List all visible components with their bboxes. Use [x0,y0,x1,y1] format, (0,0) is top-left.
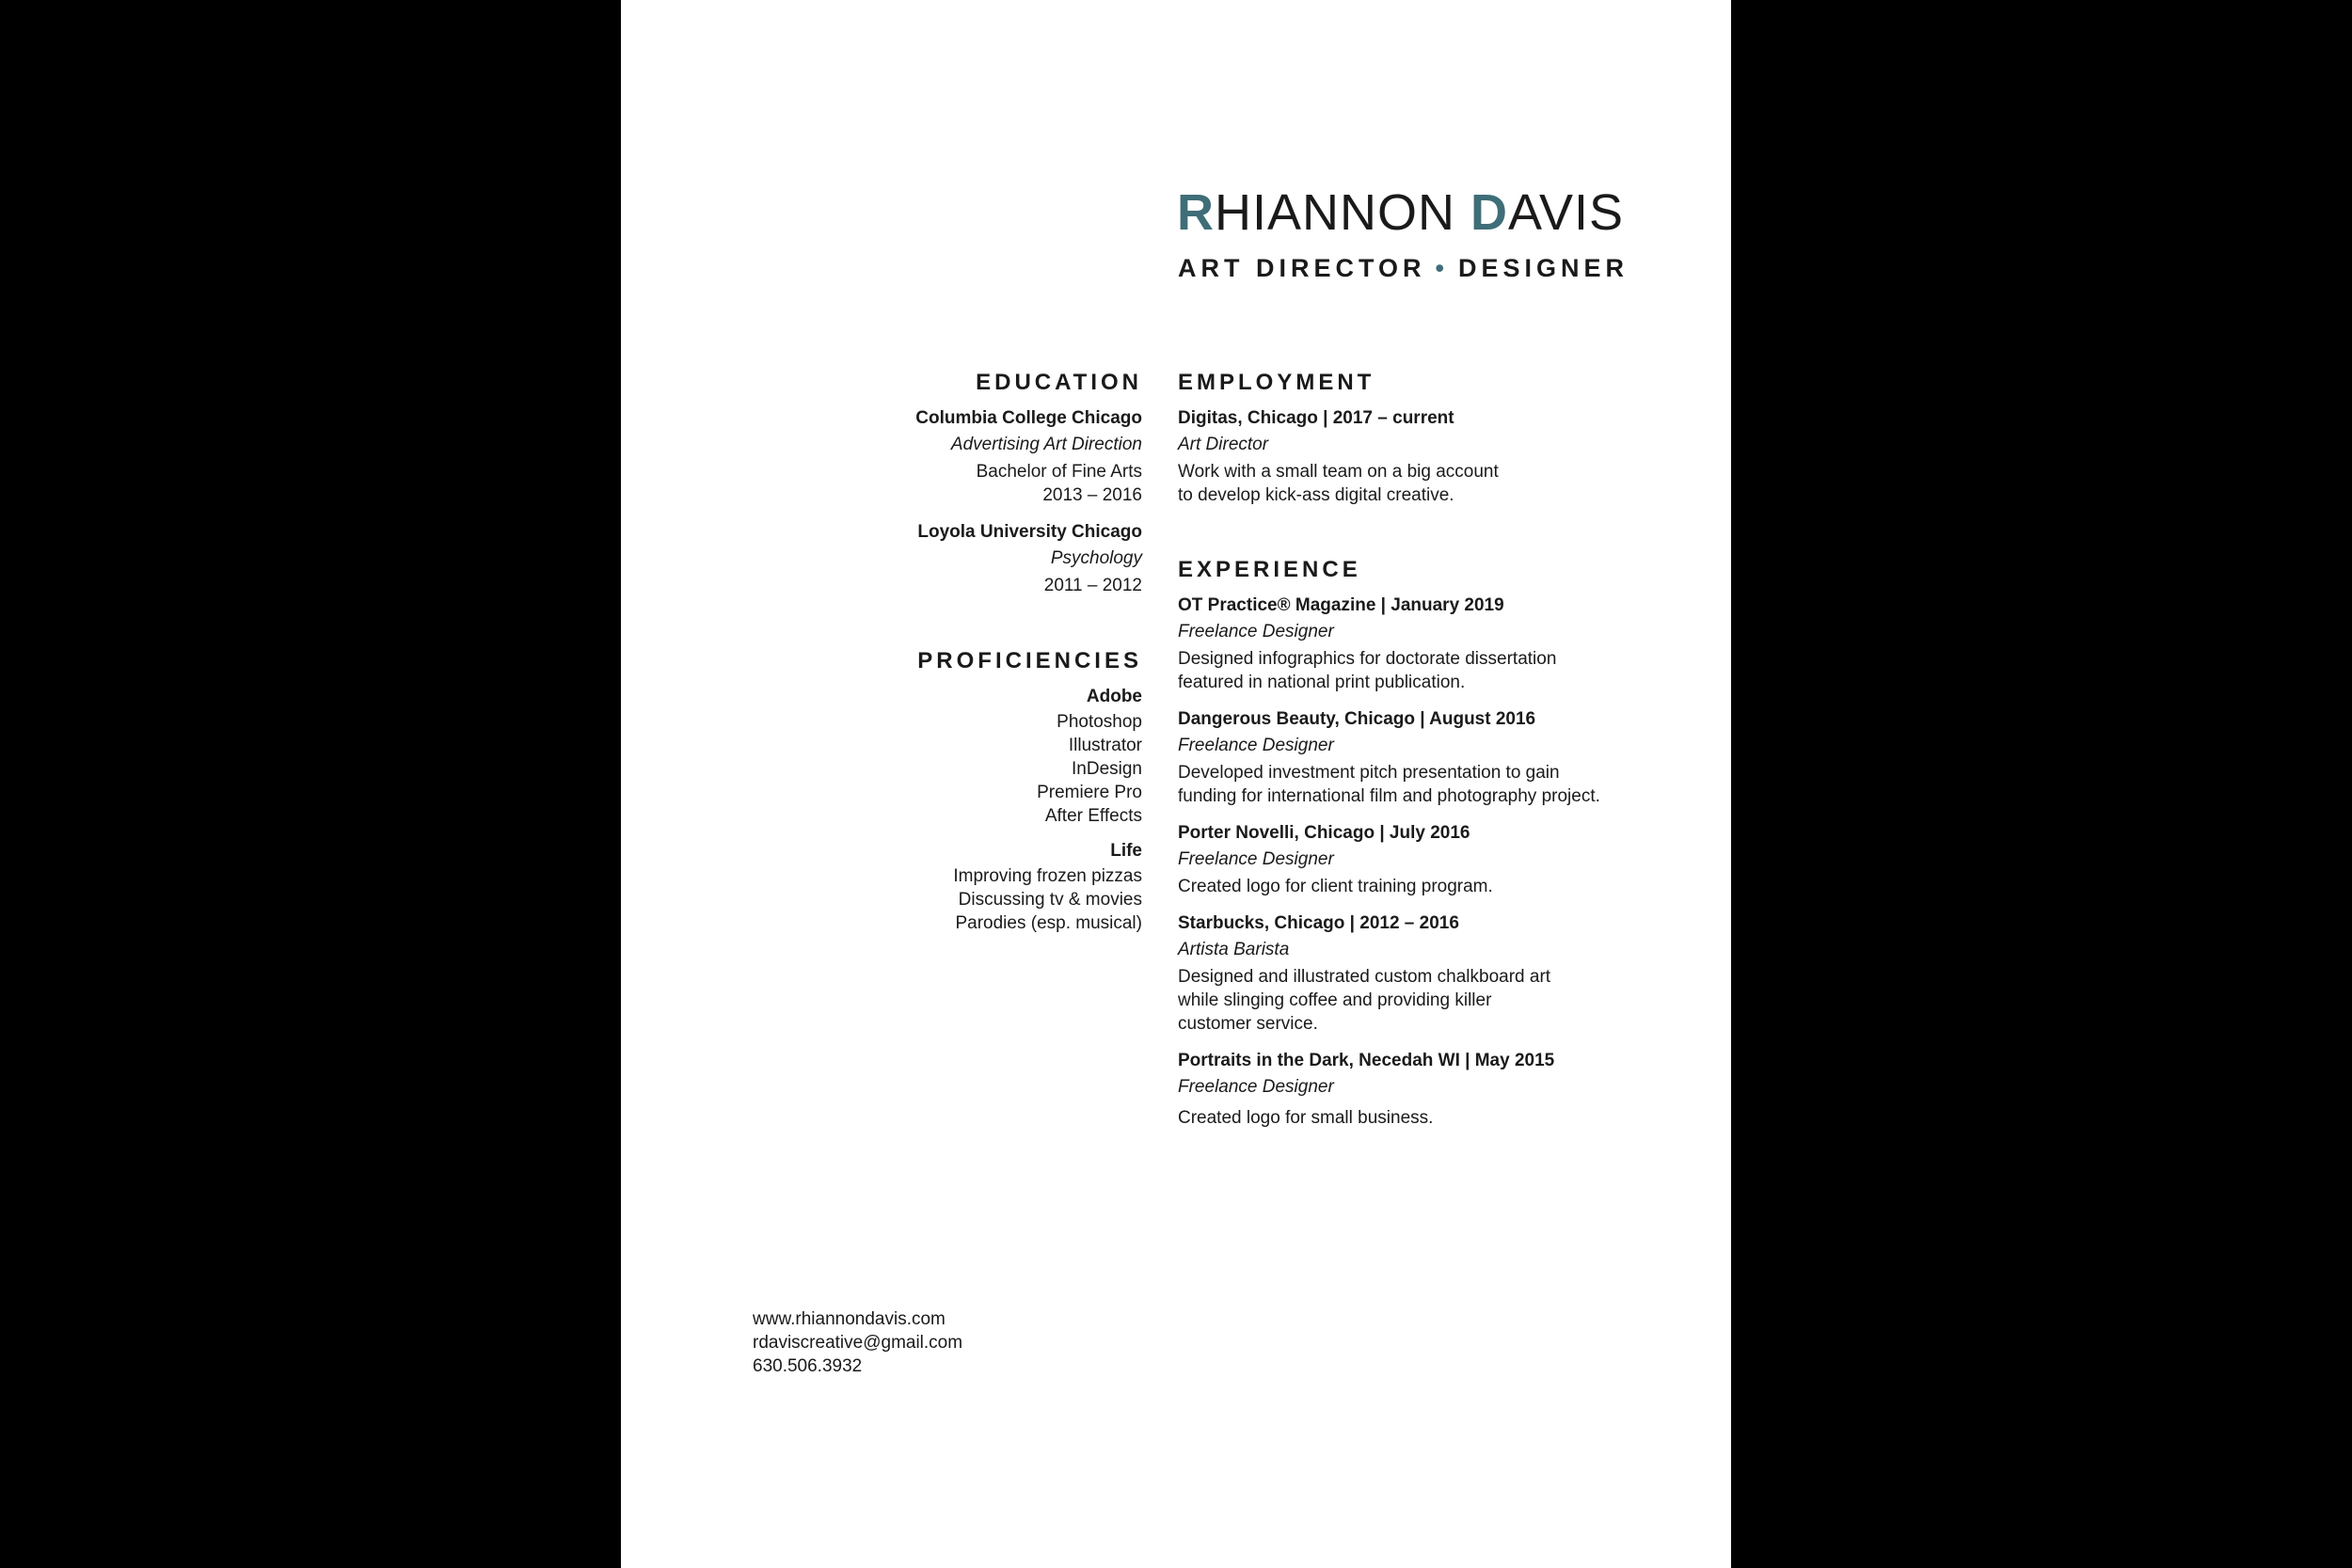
proficiency-group-life [762,839,1142,935]
experience-section [1178,556,1667,1130]
website-link[interactable]: www.rhiannondavis.com [753,1309,946,1329]
job-title [1178,252,1629,284]
experience-description-line: Designed and illustrated custom chalkboard art [1178,967,1551,987]
school-years: 2011 – 2012 [1043,576,1142,595]
experience-title-line: Portraits in the Dark, Necedah WI | May 2015 [1178,1051,1555,1070]
phone-number: 630.506.3932 [753,1356,863,1376]
experience-role: Freelance Designer [1178,622,1334,641]
experience-title-line: Dangerous Beauty, Chicago | August 2016 [1178,709,1536,729]
experience-role: Freelance Designer [1178,736,1334,755]
proficiencies-heading: PROFICIENCIES [917,648,1142,673]
name-initial-last: D [1470,184,1509,241]
education-heading: EDUCATION [976,370,1142,395]
proficiency-item: Premiere Pro [1037,783,1142,802]
proficiency-item: Parodies (esp. musical) [955,913,1142,933]
experience-entry [1178,594,1667,694]
proficiency-item: Improving frozen pizzas [953,866,1142,886]
school-entry [762,520,1142,597]
name-rest-first: HIANNON [1215,184,1471,241]
name-initial-first: R [1177,184,1215,241]
experience-description-line: Designed infographics for doctorate dissertation [1178,649,1557,669]
education-section [762,369,1142,597]
proficiencies-section [762,647,1142,935]
contact-block [753,1307,962,1378]
school-field: Advertising Art Direction [950,435,1142,454]
email-link[interactable]: rdaviscreative@gmail.com [753,1333,963,1353]
job-description-line: Work with a small team on a big account [1178,462,1499,482]
proficiency-item: Illustrator [1068,736,1142,755]
experience-role: Freelance Designer [1178,849,1334,869]
proficiency-item: InDesign [1072,759,1142,779]
name-heading [1177,184,1666,241]
experience-description-line: featured in national print publication. [1178,673,1466,692]
employment-section [1178,369,1667,507]
proficiency-group-label: Adobe [1086,687,1142,706]
proficiency-item: Discussing tv & movies [958,890,1142,910]
school-field: Psychology [1050,548,1142,568]
experience-description-line: Created logo for small business. [1178,1108,1434,1128]
school-name: Columbia College Chicago [915,408,1142,428]
experience-title-line: Porter Novelli, Chicago | July 2016 [1178,823,1470,843]
proficiency-group-adobe [762,685,1142,828]
experience-title-line: Starbucks, Chicago | 2012 – 2016 [1178,913,1459,933]
school-entry [762,406,1142,507]
experience-role: Freelance Designer [1178,1077,1334,1097]
job-entry [1178,406,1667,507]
job-title-left: ART DIRECTOR [1178,254,1426,282]
experience-description-line: funding for international film and photography project. [1178,786,1600,806]
experience-title-line: OT Practice® Magazine | January 2019 [1178,595,1504,615]
experience-entry [1178,707,1667,808]
experience-entry [1178,821,1667,898]
resume-page [621,0,1731,1568]
experience-description-line: Developed investment pitch presentation to gain [1178,763,1560,783]
job-title-right: DESIGNER [1457,254,1629,282]
experience-description-line: while slinging coffee and providing killer [1178,990,1492,1010]
school-name: Loyola University Chicago [917,522,1142,542]
name-rest-last: AVIS [1508,184,1625,241]
experience-entry [1178,911,1667,1036]
job-title-separator: • [1435,254,1449,282]
school-years: 2013 – 2016 [1042,485,1142,505]
employment-heading: EMPLOYMENT [1178,370,1375,395]
experience-heading: EXPERIENCE [1178,557,1361,582]
experience-description-line: customer service. [1178,1014,1318,1034]
proficiency-item: After Effects [1044,806,1142,826]
proficiency-item: Photoshop [1057,712,1142,732]
experience-role: Artista Barista [1178,940,1290,959]
job-role: Art Director [1178,435,1269,454]
experience-entry [1178,1049,1667,1130]
school-degree: Bachelor of Fine Arts [976,462,1142,482]
experience-description-line: Created logo for client training program. [1178,877,1493,896]
job-description-line: to develop kick-ass digital creative. [1178,485,1454,505]
job-title-line: Digitas, Chicago | 2017 – current [1178,408,1454,428]
proficiency-group-label: Life [1110,841,1142,861]
